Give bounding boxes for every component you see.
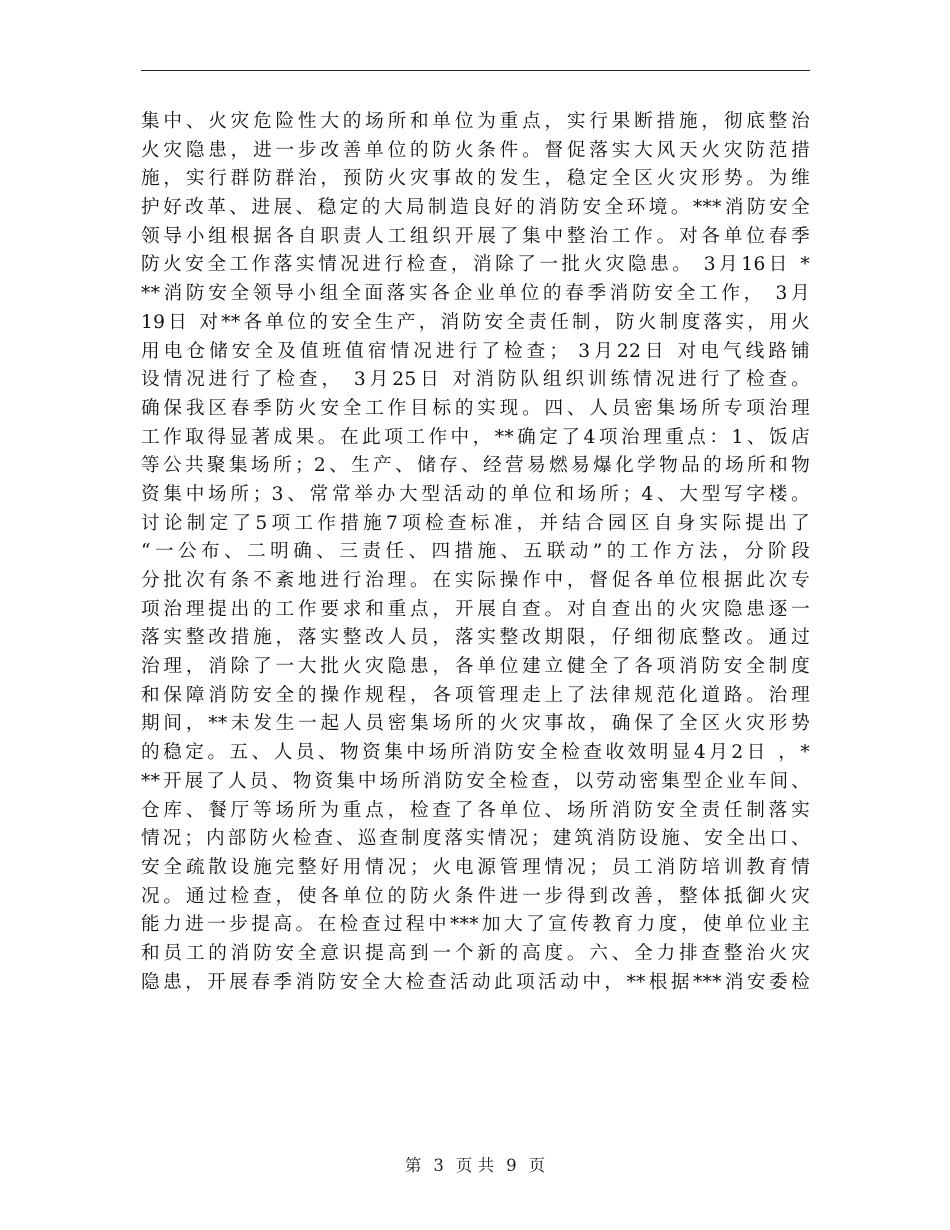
text-line: “一公布、二明确、三责任、四措施、五联动”的工作方法，分阶段 xyxy=(141,541,810,563)
text-line: 等公共聚集场所；2、生产、储存、经营易燃易爆化学物品的场所和物 xyxy=(141,455,810,477)
total-pages-number: 9 xyxy=(506,1156,517,1175)
text-line: 安全疏散设施完整好用情况；火电源管理情况；员工消防培训教育情 xyxy=(141,856,810,878)
page-label-mid: 页 共 xyxy=(455,1156,495,1175)
text-line: 落实整改措施，落实整改人员，落实整改期限，仔细彻底整改。通过 xyxy=(141,627,810,649)
text-line: 防火安全工作落实情况进行检查，消除了一批火灾隐患。 3月16日 * xyxy=(141,254,810,276)
text-line: 的稳定。五、人员、物资集中场所消防安全检查收效明显4月2日 ，* xyxy=(141,742,810,764)
text-line: 讨论制定了5项工作措施7项检查标准，并结合园区自身实际提出了 xyxy=(141,512,810,534)
text-line: 领导小组根据各自职责人工组织开展了集中整治工作。对各单位春季 xyxy=(141,225,810,247)
text-line: 项治理提出的工作要求和重点，开展自查。对自查出的火灾隐患逐一 xyxy=(141,598,810,620)
text-line: 用电仓储安全及值班值宿情况进行了检查； 3月22日 对电气线路铺 xyxy=(141,340,810,362)
text-line: 19日 对**各单位的安全生产，消防安全责任制，防火制度落实，用火 xyxy=(141,311,810,333)
page-label-suffix: 页 xyxy=(528,1156,546,1175)
text-line: 和员工的消防安全意识提高到一个新的高度。六、全力排查整治火灾 xyxy=(141,942,810,964)
text-line: 仓库、餐厅等场所为重点，检查了各单位、场所消防安全责任制落实 xyxy=(141,799,810,821)
text-line: 期间，**未发生一起人员密集场所的火灾事故，确保了全区火灾形势 xyxy=(141,713,810,735)
text-line: 护好改革、进展、稳定的大局制造良好的消防安全环境。***消防安全 xyxy=(141,197,810,219)
text-line: 情况；内部防火检查、巡查制度落实情况；建筑消防设施、安全出口、 xyxy=(141,828,810,850)
text-line: 工作取得显著成果。在此项工作中，**确定了4项治理重点：1、饭店 xyxy=(141,426,810,448)
text-line: 和保障消防安全的操作规程，各项管理走上了法律规范化道路。治理 xyxy=(141,684,810,706)
text-line: 能力进一步提高。在检查过程中***加大了宣传教育力度，使单位业主 xyxy=(141,914,810,936)
current-page-number: 3 xyxy=(433,1156,444,1175)
page-footer xyxy=(0,1152,950,1176)
text-line: 分批次有条不紊地进行治理。在实际操作中，督促各单位根据此次专 xyxy=(141,570,810,591)
text-line: 设情况进行了检查， 3月25日 对消防队组织训练情况进行了检查。 xyxy=(141,369,810,391)
text-line: 治理，消除了一大批火灾隐患，各单位建立健全了各项消防安全制度 xyxy=(141,656,810,678)
text-line: 况。通过检查，使各单位的防火条件进一步得到改善，整体抵御火灾 xyxy=(141,885,810,907)
text-line: 施，实行群防群治，预防火灾事故的发生，稳定全区火灾形势。为维 xyxy=(141,168,810,190)
text-line: 资集中场所；3、常常举办大型活动的单位和场所；4、大型写字楼。 xyxy=(141,483,810,505)
text-line: **消防安全领导小组全面落实各企业单位的春季消防安全工作， 3月 xyxy=(141,283,810,305)
header-rule xyxy=(141,70,810,71)
text-line: 隐患，开展春季消防安全大检查活动此项活动中，**根据***消安委检 xyxy=(141,971,810,993)
text-line: 集中、火灾危险性大的场所和单位为重点，实行果断措施，彻底整治 xyxy=(141,111,810,132)
text-line: **开展了人员、物资集中场所消防安全检查，以劳动密集型企业车间、 xyxy=(141,770,810,792)
text-line: 确保我区春季防火安全工作目标的实现。四、人员密集场所专项治理 xyxy=(141,397,810,419)
document-body xyxy=(141,108,810,997)
page-label-prefix: 第 xyxy=(404,1156,422,1175)
text-line: 火灾隐患，进一步改善单位的防火条件。督促落实大风天火灾防范措 xyxy=(141,139,810,161)
